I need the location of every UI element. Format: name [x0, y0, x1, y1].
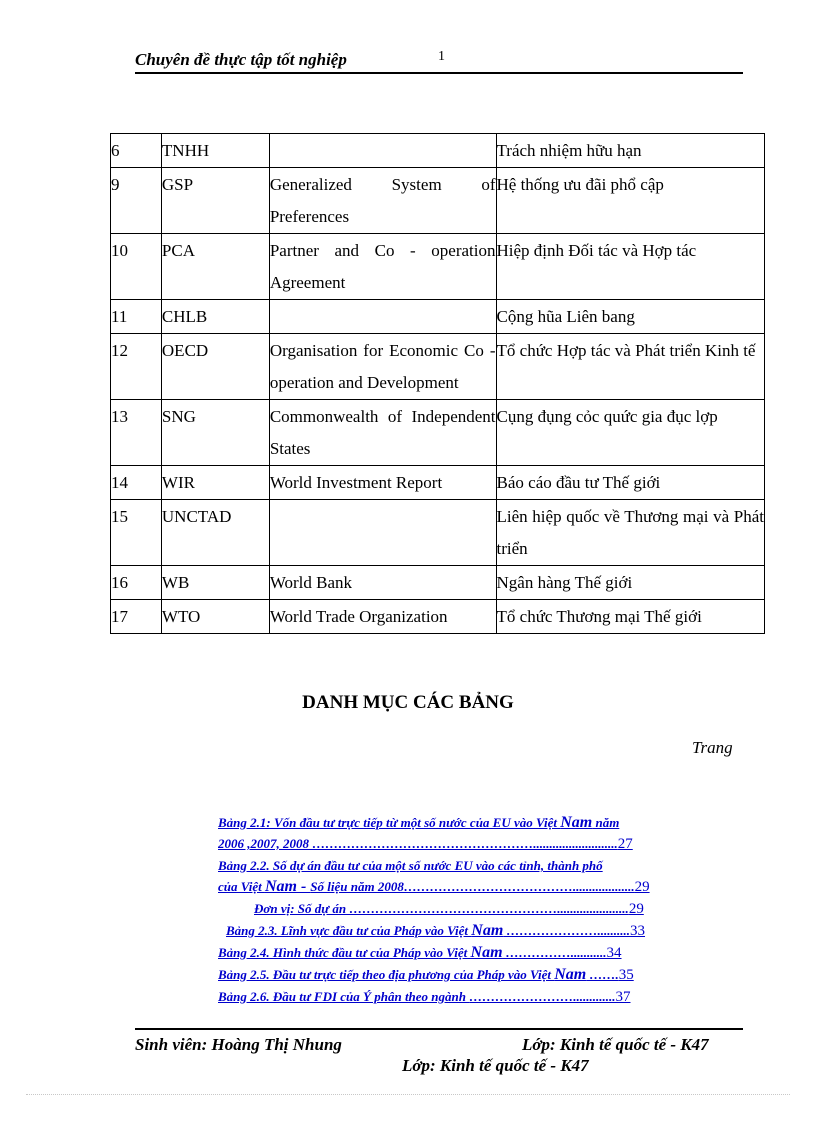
english-term-cell — [269, 300, 496, 334]
row-number-cell: 10 — [111, 234, 162, 300]
toc-link-unit-note[interactable]: Đơn vị: Số dự án …………………………………………......................29 — [254, 901, 644, 917]
toc-link-table-2-4[interactable]: Bảng 2.4. Hình thức đầu tư của Pháp vào Việt Nam ……………...........34 — [218, 944, 622, 961]
toc-link-table-2-2[interactable]: Bảng 2.2. Số dự án đầu tư của một số nước EU vào các tỉnh, thành phố của Việt Nam - Số liệu năm 2008…………………………………...................29 — [218, 858, 650, 895]
section-title: DANH MỤC CÁC BẢNG — [302, 692, 514, 713]
row-number-cell: 15 — [111, 500, 162, 566]
table-row — [111, 334, 765, 400]
page-header — [135, 48, 743, 74]
english-term-cell: World Trade Organization — [269, 600, 496, 634]
abbreviation-cell: WIR — [161, 466, 269, 500]
vietnamese-term-cell: Cộng hũa Liên bang — [496, 300, 764, 334]
footer-class: Lớp: Kinh tế quốc tế - K47 — [522, 1035, 709, 1054]
vietnamese-term-cell: Tổ chức Thương mại Thế giới — [496, 600, 764, 634]
vietnamese-term-cell: Hiệp định Đối tác và Hợp tác — [496, 234, 764, 300]
english-term-cell: Generalized System of Preferences — [269, 168, 496, 234]
row-number-cell: 12 — [111, 334, 162, 400]
vietnamese-term-cell: Trách nhiệm hữu hạn — [496, 134, 764, 168]
vietnamese-term-cell: Báo cáo đầu tư Thế giới — [496, 466, 764, 500]
row-number-cell: 13 — [111, 400, 162, 466]
abbreviation-cell: OECD — [161, 334, 269, 400]
toc-link-table-2-6[interactable]: Bảng 2.6. Đầu tư FDI của Ý phân theo ngành …………………….............37 — [218, 989, 631, 1005]
table-row — [111, 600, 765, 634]
abbreviation-cell: TNHH — [161, 134, 269, 168]
row-number-cell: 11 — [111, 300, 162, 334]
english-term-cell: Organisation for Economic Co - operation and Development — [269, 334, 496, 400]
abbreviation-cell: GSP — [161, 168, 269, 234]
english-term-cell: Commonwealth of Independent States — [269, 400, 496, 466]
toc-link-table-2-5[interactable]: Bảng 2.5. Đầu tư trực tiếp theo địa phương của Pháp vào Việt Nam …….35 — [218, 966, 634, 983]
vietnamese-term-cell: Tổ chức Hợp tác và Phát triển Kinh tế — [496, 334, 764, 400]
page-bottom-border — [26, 1094, 790, 1095]
english-term-cell: World Investment Report — [269, 466, 496, 500]
row-number-cell: 17 — [111, 600, 162, 634]
english-term-cell — [269, 500, 496, 566]
page-number: 1 — [438, 49, 445, 64]
abbreviation-cell: WB — [161, 566, 269, 600]
abbreviation-cell: UNCTAD — [161, 500, 269, 566]
table-row — [111, 234, 765, 300]
table-of-tables — [218, 812, 738, 1008]
vietnamese-term-cell: Ngân hàng Thế giới — [496, 566, 764, 600]
abbreviation-cell: SNG — [161, 400, 269, 466]
header-title: Chuyên đề thực tập tốt nghiệp — [135, 50, 347, 69]
row-number-cell: 6 — [111, 134, 162, 168]
abbreviation-table — [110, 133, 765, 634]
footer-class-repeat: Lớp: Kinh tế quốc tế - K47 — [402, 1056, 589, 1075]
abbreviation-cell: CHLB — [161, 300, 269, 334]
footer-student: Sinh viên: Hoàng Thị Nhung — [135, 1035, 342, 1054]
table-row — [111, 400, 765, 466]
table-row — [111, 168, 765, 234]
english-term-cell — [269, 134, 496, 168]
table-row — [111, 134, 765, 168]
table-row — [111, 566, 765, 600]
table-row — [111, 500, 765, 566]
abbreviation-cell: WTO — [161, 600, 269, 634]
vietnamese-term-cell: Liên hiệp quốc về Thương mại và Phát triển — [496, 500, 764, 566]
vietnamese-term-cell: Hệ thống ưu đãi phổ cập — [496, 168, 764, 234]
english-term-cell: World Bank — [269, 566, 496, 600]
row-number-cell: 16 — [111, 566, 162, 600]
toc-link-table-2-1[interactable]: Bảng 2.1: Vốn đầu tư trực tiếp từ một số nước của EU vào Việt Nam năm 2006 ,2007, 2008 ……………………………………………..........................27 — [218, 814, 633, 852]
page-column-label: Trang — [692, 738, 733, 757]
row-number-cell: 9 — [111, 168, 162, 234]
vietnamese-term-cell: Cụng đụng cỏc quức gia đục lợp — [496, 400, 764, 466]
english-term-cell: Partner and Co - operation Agreement — [269, 234, 496, 300]
row-number-cell: 14 — [111, 466, 162, 500]
table-row — [111, 466, 765, 500]
table-row — [111, 300, 765, 334]
toc-link-table-2-3[interactable]: Bảng 2.3. Lĩnh vực đầu tư của Pháp vào Việt Nam …………………..........33 — [226, 922, 646, 939]
abbreviation-cell: PCA — [161, 234, 269, 300]
footer-divider — [135, 1028, 743, 1030]
